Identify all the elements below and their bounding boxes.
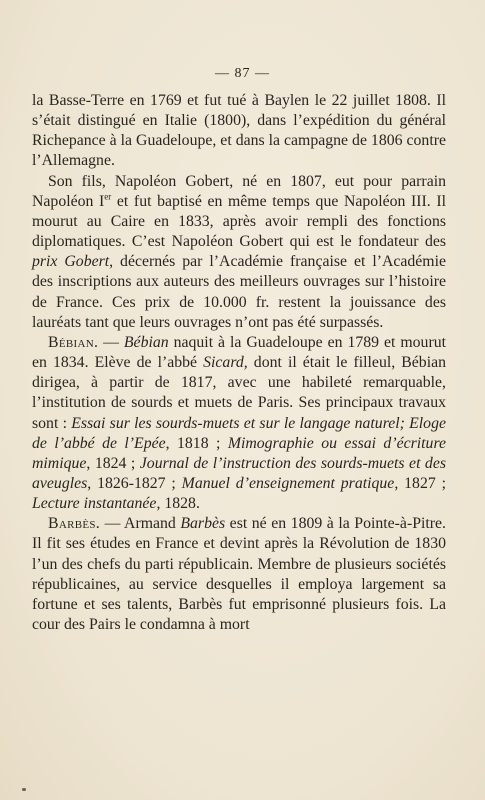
text-run: dont il était le filleul, Bébian dirigea, à partir de 1817, avec une habileté remarquable, l’institution de sourds et muets de Paris. Ses principaux travaux sont :	[32, 354, 446, 432]
entry-name: Bébian.	[48, 333, 99, 351]
text-run: , 1828.	[156, 495, 200, 513]
italic-run: Manuel d’enseignement pratique	[181, 474, 395, 492]
body-text	[32, 91, 446, 635]
italic-run: Lecture instantanée	[32, 495, 157, 513]
italic-run: Barbès	[180, 515, 226, 533]
text-run: , 1826-1827 ;	[87, 474, 182, 492]
superscript: er	[104, 191, 112, 202]
paragraph-bebian	[32, 333, 446, 514]
text-run: , décernés par l’Académie française et l’Académie des inscriptions aux auteurs des meilleurs ouvrages sur l’histoire de France. Ces prix de 10.000 fr. restent la jouissance des lauréats tant que leurs ouvrages n’ont pas été surpassés.	[32, 253, 446, 331]
ink-speck	[22, 788, 26, 791]
paragraph-barbes	[32, 514, 446, 635]
text-run: et fut baptisé en même temps que Napoléon III. Il mourut au Caire en 1833, après avoir rempli des fonctions diplomatiques. C’est Napoléon Gobert qui est le fondateur des	[32, 192, 447, 251]
text-run: , 1827 ;	[394, 474, 446, 492]
italic-run: Mimographie ou essai d’écriture mimique	[32, 434, 447, 472]
text-run: est né en 1809 à la Pointe-à-Pitre. Il fit ses études en France et devint après la Révolution de 1830 l’un des chefs du parti républicain. Membre de plusieurs sociétés républicaines, au service desquelles il employa largement sa fortune et ses talents, Barbès fut emprisonné plusieurs fois. La cour des Pairs le condamna à mort	[32, 515, 446, 634]
italic-run: Bébian	[123, 333, 169, 351]
italic-run: Sicard,	[203, 354, 248, 372]
text-run: , 1818 ;	[165, 434, 228, 452]
page-number: — 87 —	[215, 66, 270, 81]
paragraph-1	[32, 91, 446, 172]
text-run: naquit à la Guadeloupe en 1789 et mourut en 1834. Elève de l’abbé	[32, 333, 446, 372]
entry-name: Barbès.	[48, 515, 101, 533]
text-run: Son fils, Napoléon Gobert, né en 1807, eut pour parrain Napoléon I	[32, 172, 446, 210]
italic-run: Essai sur les sourds-muets et sur le langage naturel; Eloge de l’abbé de l’Epée	[32, 414, 446, 452]
text-run: —	[98, 333, 124, 351]
paragraph-gobert	[32, 172, 446, 333]
text-run: , 1824 ;	[86, 454, 140, 472]
text-run: — Armand	[100, 515, 181, 533]
paragraph-1-text: la Basse-Terre en 1769 et fut tué à Baylen le 22 juillet 1808. Il s’était distingué en Italie (1800), dans l’expédition du général Richepance à la Guadeloupe, et dans la campagne de 1806 contre l’Allemagne.	[32, 92, 446, 170]
italic-run: prix Gobert	[32, 253, 110, 271]
italic-run: Journal de l’instruction des sourds-muets et des aveugles	[32, 454, 446, 492]
